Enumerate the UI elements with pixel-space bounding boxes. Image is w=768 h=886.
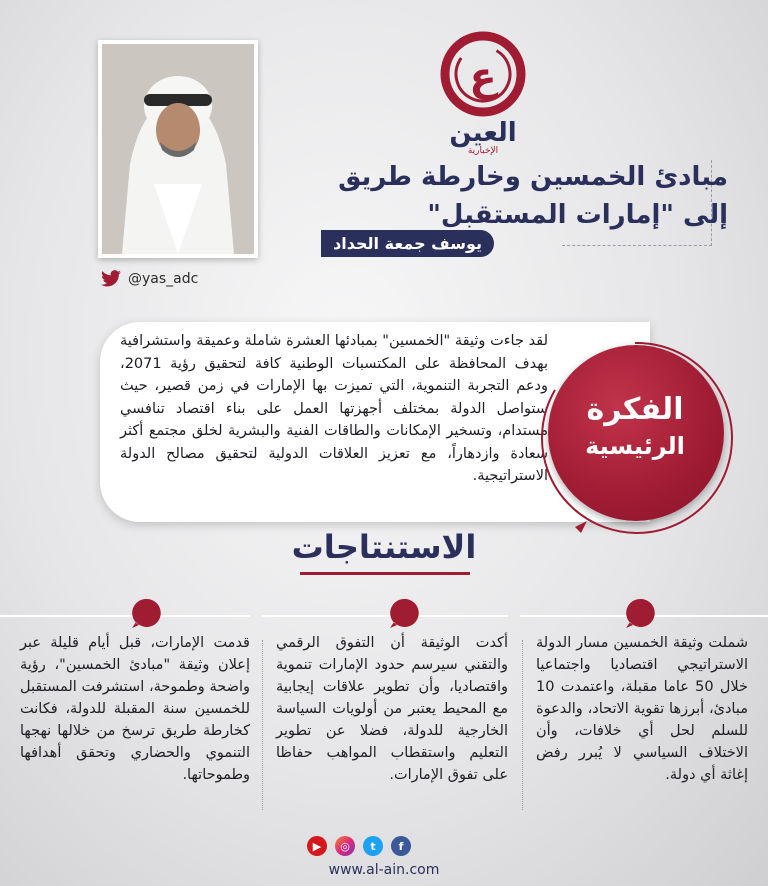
column-2-line <box>262 615 508 617</box>
author-badge: يوسف جمعة الحداد <box>321 230 494 257</box>
logo-symbol: ع <box>469 54 497 100</box>
title-line-1: مبادئ الخمسين وخارطة طريق <box>338 162 728 192</box>
main-idea-text: لقد جاءت وثيقة "الخمسين" بمبادئها العشرة شاملة وعميقة واستشرافية بهدف المحافظة على المكتسبات الوطنية كافة لتحقيق رؤية 2071، ودعم التجربة التنموية، التي تميزت بها الإمارات في زمن قصير، حيث ستواصل الدولة بمختلف أجهزتها العمل على بناء اقتصاد تنافسي مستدام، وتسخير الإمكانات والطاقات الفنية والبشرية لخلق مجتمع أكثر سعادة وازدهاراً، مع تعزيز العلاقات الدولية لتحقيق مصالح الدولة الاستراتيجية. <box>120 333 548 484</box>
speech-pin-icon <box>388 596 422 630</box>
instagram-icon[interactable]: ◎ <box>335 836 355 856</box>
conclusions-underline <box>300 572 470 575</box>
al-ain-logo <box>428 30 538 170</box>
title-rule-bottom <box>562 245 712 246</box>
author-photo <box>98 40 258 258</box>
column-divider <box>262 640 263 810</box>
main-idea-label-2: الرئيسية <box>585 432 685 460</box>
column-3-line <box>0 615 250 617</box>
twitter-bird-icon <box>100 270 122 288</box>
portrait-image <box>102 44 254 254</box>
conclusion-item-1: شملت وثيقة الخمسين مسار الدولة الاستراتيجي اقتصاديا واجتماعيا خلال 50 عاما مقبلة، واعتمدت 10 مبادئ، أبرزها تقوية الاتحاد، والدعوة للسلم لحل أي خلافات، وأن الاختلاف السياسي لا يُبرر رفض إغاثة أي دولة. <box>536 635 748 783</box>
logo-name: العين <box>449 118 517 148</box>
column-divider <box>522 640 523 810</box>
logo-mark-icon <box>433 30 533 118</box>
title-line-2: إلى "إمارات المستقبل" <box>427 200 728 230</box>
article-title <box>268 158 728 234</box>
social-icons <box>307 836 411 856</box>
youtube-icon[interactable]: ▶ <box>307 836 327 856</box>
website-link[interactable]: www.al-ain.com <box>328 862 440 878</box>
conclusion-item-3: قدمت الإمارات، قبل أيام قليلة عبر إعلان وثيقة "مبادئ الخمسين"، رؤية واضحة وطموحة، استشرفت المستقبل للخمسين سنة المقبلة للدولة، فكانت كخارطة طريق ترسخ من خلالها نهجها التنموي والحضاري وتحقق أهدافها وطموحاتها. <box>20 635 250 783</box>
conclusion-item-2: أكدت الوثيقة أن التفوق الرقمي والتقني سيرسم حدود الإمارات تنموية واقتصاديا، وأن تطوير علاقات إيجابية مع المحيط يعتبر من أولويات السياسة الخارجية للدولة، فضلا عن تطوير التعليم واستقطاب المواهب حفاظا على تفوق الإمارات. <box>276 635 508 783</box>
main-idea-label-1: الفكرة <box>586 392 684 427</box>
conclusions-title: الاستنتاجات <box>291 528 477 566</box>
speech-pin-icon <box>624 596 658 630</box>
logo-tagline: الإخبارية <box>467 146 499 156</box>
twitter-handle[interactable] <box>100 270 198 288</box>
facebook-icon[interactable]: f <box>391 836 411 856</box>
twitter-icon[interactable]: t <box>363 836 383 856</box>
twitter-handle-text: @yas_adc <box>128 271 199 287</box>
speech-pin-icon <box>130 596 164 630</box>
